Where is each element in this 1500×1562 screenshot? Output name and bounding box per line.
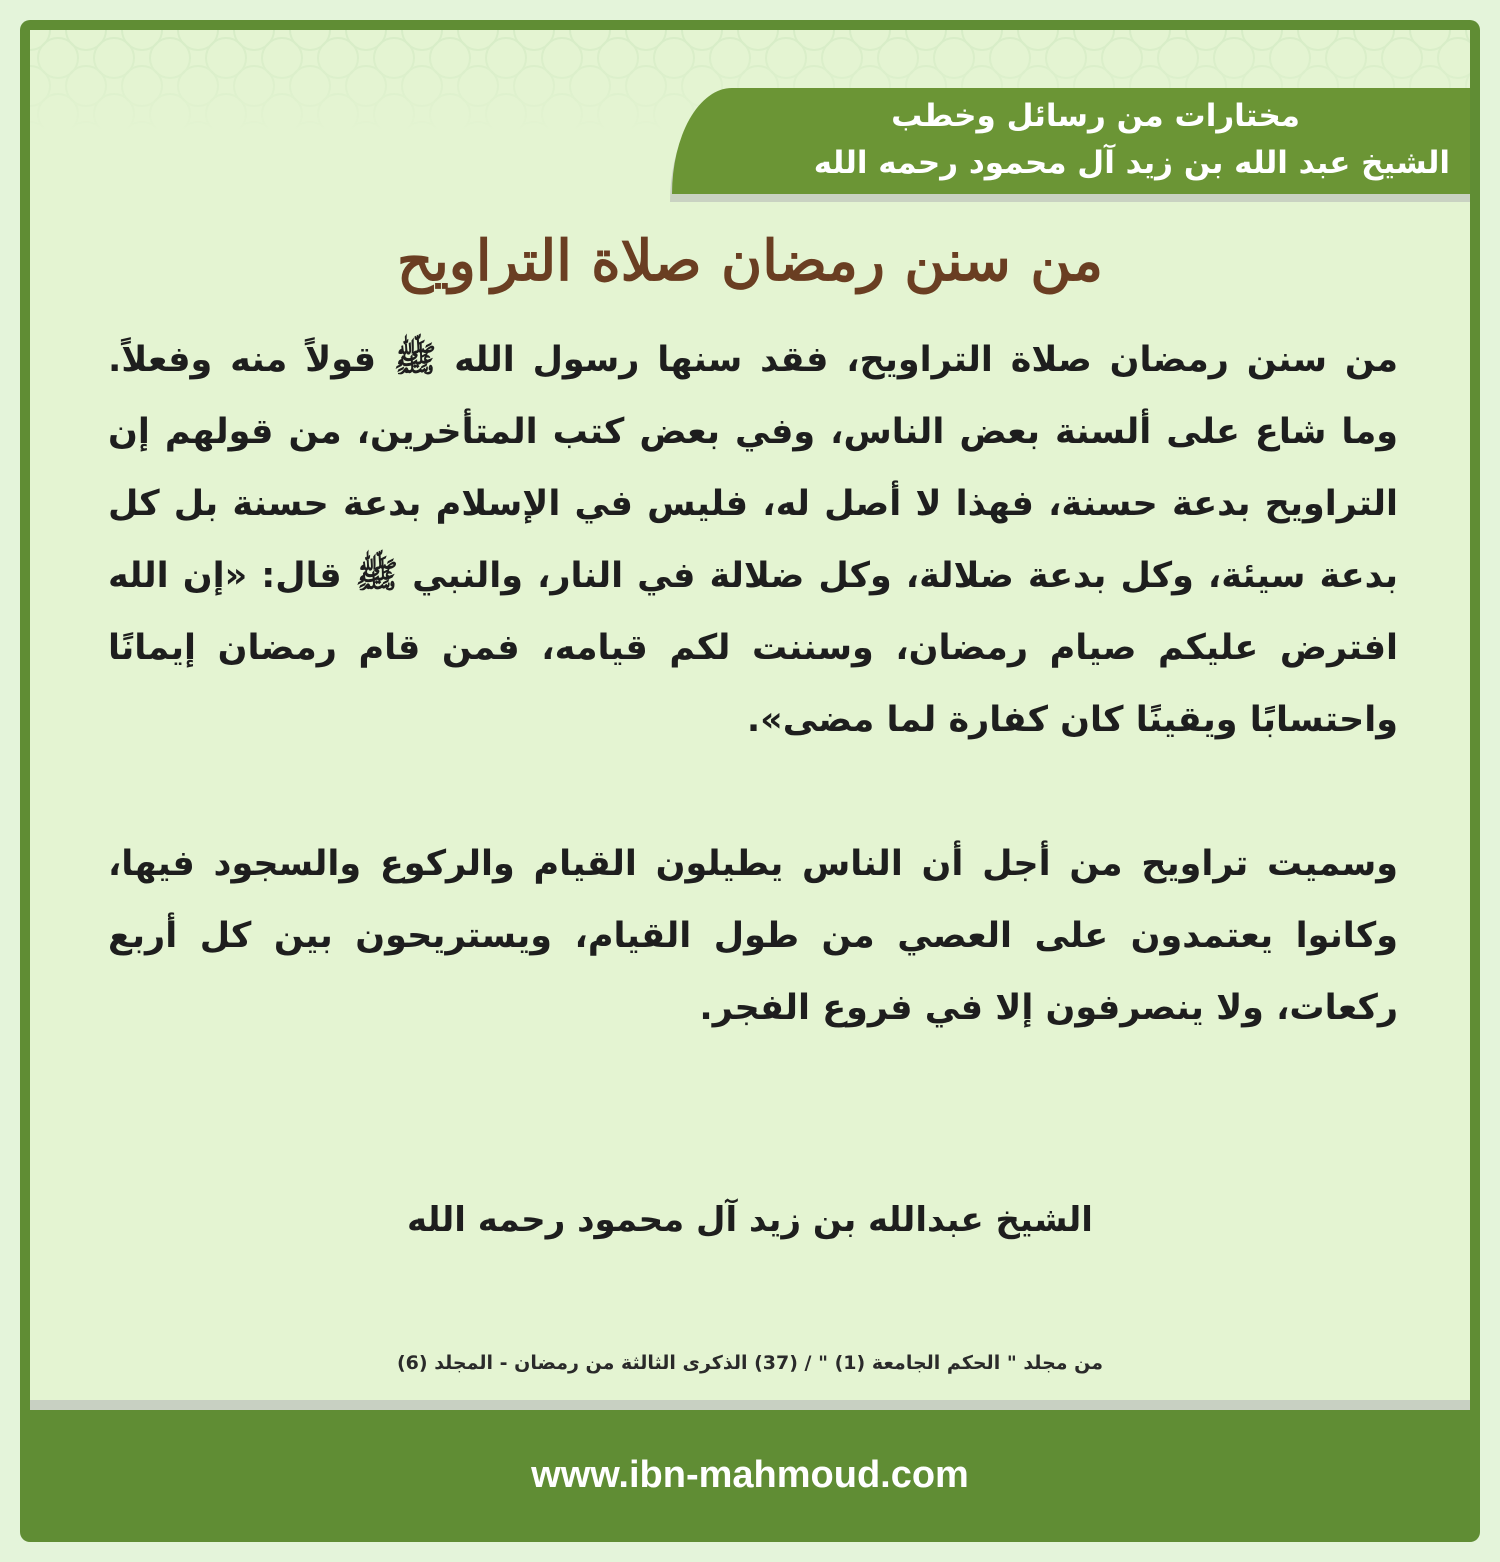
source-citation: من مجلد " الحكم الجامعة (1) " / (37) الذكرى الثالثة من رمضان - المجلد (6) xyxy=(396,1352,1103,1374)
page-title: من سنن رمضان صلاة التراويح xyxy=(397,228,1103,294)
footer-divider xyxy=(30,1400,1470,1410)
paragraph-1: من سنن رمضان صلاة التراويح، فقد سنها رسول الله ﷺ قولاً منه وفعلاً. وما شاع على ألسنة بعض الناس، وفي بعض كتب المتأخرين، من قولهم إن التراويح بدعة حسنة، فهذا لا أصل له، فليس في الإسلام بدعة حسنة بل كل بدعة سيئة، وكل بدعة ضلالة، وكل ضلالة في النار، والنبي ﷺ قال: «إن الله افترض عليكم صيام رمضان، وسننت لكم قيامه، فمن قام رمضان إيمانًا واحتسابًا ويقينًا كان كفارة لما مضى». xyxy=(108,340,1398,740)
author-signature: الشيخ عبدالله بن زيد آل محمود رحمه الله xyxy=(407,1200,1093,1240)
header-band xyxy=(672,88,1470,194)
website-link[interactable]: www.ibn-mahmoud.com xyxy=(531,1454,969,1496)
header-author-name: الشيخ عبد الله بن زيد آل محمود رحمه الله xyxy=(813,145,1450,181)
card-frame xyxy=(20,20,1480,1542)
article-body xyxy=(108,324,1398,1044)
content-panel xyxy=(30,30,1470,1408)
paragraph-2: وسميت تراويح من أجل أن الناس يطيلون القيام والركوع والسجود فيها، وكانوا يعتمدون على العصي من طول القيام، ويستريحون بين كل أربع ركعات، ولا ينصرفون إلا في فروع الفجر. xyxy=(108,844,1398,1028)
header-series-title: مختارات من رسائل وخطب xyxy=(891,98,1300,134)
